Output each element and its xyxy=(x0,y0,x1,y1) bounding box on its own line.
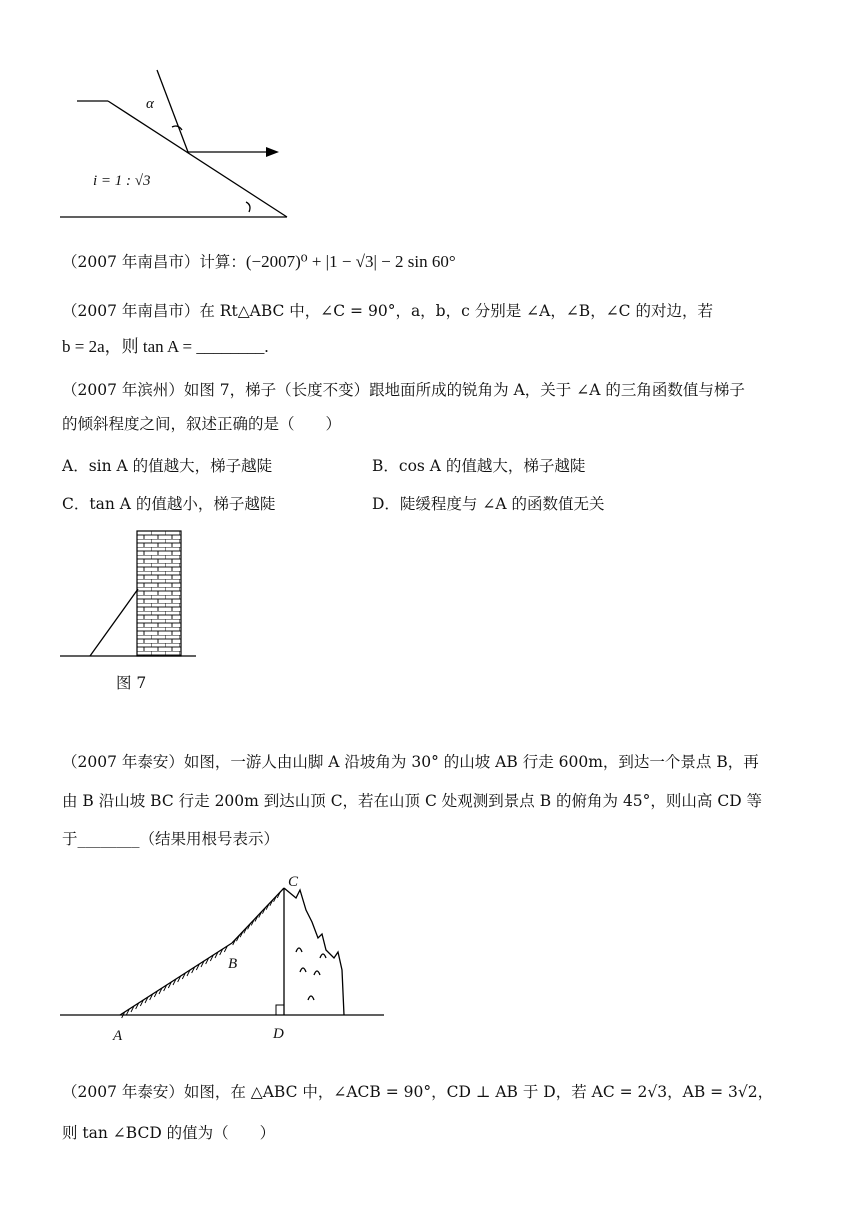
point-C-label: C xyxy=(288,874,299,890)
angle-alpha-label: α xyxy=(146,96,154,112)
q5-line2: 则 tan ∠BCD 的值为（ ） xyxy=(62,1124,276,1142)
q3-option-d: D．陡缓程度与 ∠A 的函数值无关 xyxy=(372,495,605,513)
figure-7-caption: 图 7 xyxy=(116,674,147,692)
point-D-label: D xyxy=(273,1026,284,1042)
q3-line1: （2007 年滨州）如图 7，梯子（长度不变）跟地面所成的锐角为 A，关于 ∠A 的三角函数值与梯子 xyxy=(62,381,745,399)
q3-option-c: C．tan A 的值越小，梯子越陡 xyxy=(62,495,276,513)
q2-line1: （2007 年南昌市）在 Rt△ABC 中，∠C = 90°，a，b，c 分别是 ∠A，∠B，∠C 的对边，若 xyxy=(62,302,713,320)
point-B-label: B xyxy=(228,956,238,972)
q4-line2: 由 B 沿山坡 BC 行走 200m 到达山顶 C，若在山顶 C 处观测到景点 B 的俯角为 45°，则山高 CD 等 xyxy=(62,792,763,810)
q5-line1: （2007 年泰安）如图，在 △ABC 中，∠ACB = 90°，CD ⊥ AB 于 D，若 AC = 2√3，AB = 3√2， xyxy=(62,1083,774,1101)
point-A-label: A xyxy=(113,1028,123,1044)
q1-source: （2007 年南昌市）计算： xyxy=(62,253,246,271)
q1-expression: (−2007)⁰ + |1 − √3| − 2 sin 60° xyxy=(245,252,456,271)
q2-line2: b = 2a，则 tan A = ________. xyxy=(62,337,269,356)
q3-line2: 的倾斜程度之间，叙述正确的是（ ） xyxy=(62,415,342,433)
q3-option-b: B．cos A 的值越大，梯子越陡 xyxy=(372,457,586,475)
q3-option-a: A．sin A 的值越大，梯子越陡 xyxy=(62,457,273,475)
q4-line3: 于________（结果用根号表示） xyxy=(62,830,280,848)
q4-line1: （2007 年泰安）如图，一游人由山脚 A 沿坡角为 30° 的山坡 AB 行走 600m，到达一个景点 B，再 xyxy=(62,753,759,771)
slope-ratio-label: i = 1 : √3 xyxy=(93,173,151,189)
